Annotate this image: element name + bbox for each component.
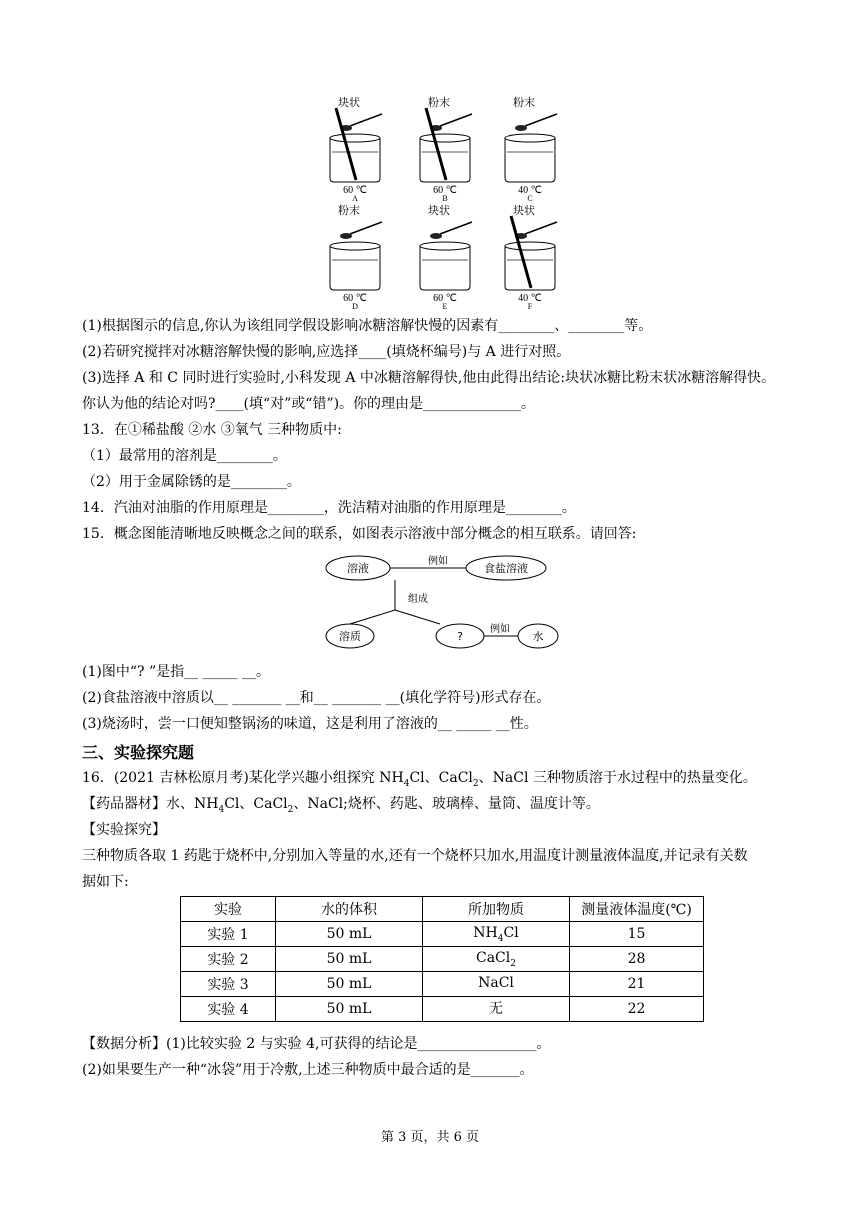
subscript: 4 xyxy=(497,933,504,944)
header-cell: 所加物质 xyxy=(423,897,570,922)
beaker-F xyxy=(505,203,557,310)
q16-analysis1: 【数据分析】(1)比较实验 2 与实验 4,可获得的结论是_________________。 xyxy=(82,1036,551,1052)
table-cell xyxy=(423,972,570,997)
beaker-id-label: A xyxy=(352,194,358,203)
water-label: 水 xyxy=(532,630,544,643)
state-label: 块状 xyxy=(338,96,360,109)
page-footer: 第 3 页，共 6 页 xyxy=(380,1130,480,1145)
temp-label: 60 ℃ xyxy=(433,185,457,196)
table-cell: 22 xyxy=(570,997,704,1022)
spoon-bowl xyxy=(515,125,527,131)
table-cell: 实验 4 xyxy=(181,997,276,1022)
table-header-row xyxy=(181,897,704,922)
q16-stem-text: 、NaCl 三种物质溶于水过程中的热量变化。 xyxy=(478,770,757,786)
q16-explore-text2: 据如下: xyxy=(82,874,129,890)
table-cell: 15 xyxy=(570,922,704,947)
table-cell xyxy=(423,922,570,947)
section-title: 三、实验探究题 xyxy=(82,743,195,762)
q16-materials xyxy=(82,794,600,820)
example-label-1: 例如 xyxy=(428,556,448,567)
beaker-figure xyxy=(300,96,570,310)
q14-stem: 14．汽油对油脂的作用原理是________，洗洁精对油脂的作用原理是________。 xyxy=(82,500,576,516)
q13-part1: （1）最常用的溶剂是________。 xyxy=(82,448,287,464)
q12-part2: (2)若研究搅拌对冰糖溶解快慢的影响,应选择____(填烧杯编号)与 A 进行对照。 xyxy=(82,344,571,360)
beaker-group xyxy=(330,96,557,310)
materials-text: 【药品器材】水、NH xyxy=(82,796,219,812)
beaker-id-label: F xyxy=(527,302,533,310)
q16-stem-text: Cl、CaCl xyxy=(409,770,473,786)
header-cell: 测量液体温度(℃) xyxy=(570,897,704,922)
table-cell: 50 mL xyxy=(276,947,423,972)
table-cell: 实验 1 xyxy=(181,922,276,947)
temp-label: 60 ℃ xyxy=(433,293,457,304)
formula-text: Cl xyxy=(503,924,519,941)
q12-part1: (1)根据图示的信息,你认为该组同学假设影响冰糖溶解快慢的因素有________、________等。 xyxy=(82,318,653,334)
solution-label: 溶液 xyxy=(347,562,369,575)
temp-label: 40 ℃ xyxy=(518,293,542,304)
state-label: 粉末 xyxy=(513,96,535,109)
q16-explore-text1: 三种物质各取 1 药匙于烧杯中,分别加入等量的水,还有一个烧杯只加水,用温度计测量液体温度,并记录有关数 xyxy=(82,848,748,864)
solute-label: 溶质 xyxy=(339,630,361,643)
temp-label: 60 ℃ xyxy=(343,293,367,304)
spoon-bowl xyxy=(430,233,442,239)
subscript: 2 xyxy=(472,778,479,789)
table-row xyxy=(181,997,704,1022)
state-label: 粉末 xyxy=(428,96,450,109)
beaker-rim xyxy=(330,242,380,250)
subscript: 4 xyxy=(218,804,225,815)
link-line xyxy=(395,610,440,624)
q12-part3a: (3)选择 A 和 C 同时进行实验时,小科发现 A 中冰糖溶解得快,他由此得出结论:块状冰糖比粉末状冰糖溶解得快。 xyxy=(82,370,776,386)
beaker-rim xyxy=(330,134,380,142)
temp-label: 40 ℃ xyxy=(518,185,542,196)
spoon-icon xyxy=(525,114,557,126)
glass-rod xyxy=(511,216,531,288)
data-table xyxy=(180,896,704,1022)
glass-rod xyxy=(336,108,356,180)
table-row xyxy=(181,972,704,997)
temp-label: 60 ℃ xyxy=(343,185,367,196)
beaker-E xyxy=(420,203,472,310)
formula-text: NaCl xyxy=(478,974,514,991)
beaker-id-label: B xyxy=(442,194,448,203)
table-cell: 实验 2 xyxy=(181,947,276,972)
unknown-label: ? xyxy=(457,630,463,643)
beaker-id-label: D xyxy=(352,302,358,310)
q15-part2: (2)食盐溶液中溶质以__ _______ __和__ _______ __(填化学符号)形式存在。 xyxy=(82,690,551,706)
table-row xyxy=(181,922,704,947)
beaker-body xyxy=(330,246,380,290)
table-cell: 21 xyxy=(570,972,704,997)
q16-analysis2: (2)如果要生产一种“冰袋”用于冷敷,上述三种物质中最合适的是_______。 xyxy=(82,1062,534,1078)
table-cell: 50 mL xyxy=(276,997,423,1022)
formula-text: CaCl xyxy=(476,949,511,966)
spoon-icon xyxy=(440,222,472,234)
beaker-body xyxy=(505,138,555,182)
beaker-D xyxy=(330,203,382,310)
subscript: 4 xyxy=(403,778,410,789)
link-line xyxy=(350,610,395,624)
beaker-B xyxy=(420,96,472,203)
spoon-icon xyxy=(440,114,472,126)
spoon-icon xyxy=(525,222,557,234)
glass-rod xyxy=(426,108,446,180)
beaker-rim xyxy=(420,242,470,250)
spoon-icon xyxy=(350,114,382,126)
table-cell: 50 mL xyxy=(276,972,423,997)
beaker-rim xyxy=(505,242,555,250)
table-cell xyxy=(423,997,570,1022)
formula-text: 无 xyxy=(489,1001,503,1018)
materials-text: 、NaCl;烧杯、药匙、玻璃棒、量筒、温度计等。 xyxy=(293,796,600,812)
beaker-A xyxy=(330,96,382,203)
example-label-2: 例如 xyxy=(490,624,510,635)
q16-stem xyxy=(82,768,757,794)
state-label: 粉末 xyxy=(338,204,360,217)
q15-part3: (3)烧汤时，尝一口便知整锅汤的味道，这是利用了溶液的__ _____ __性。 xyxy=(82,716,538,732)
state-label: 块状 xyxy=(513,204,535,217)
compose-label: 组成 xyxy=(408,594,428,605)
beaker-body xyxy=(420,246,470,290)
q16-explore-title: 【实验探究】 xyxy=(82,822,166,838)
formula-text: NH xyxy=(473,924,498,941)
materials-text: Cl、CaCl xyxy=(224,796,288,812)
header-cell: 水的体积 xyxy=(276,897,423,922)
beaker-C xyxy=(505,96,557,203)
beaker-id-label: C xyxy=(527,194,533,203)
q13-stem: 13．在①稀盐酸 ②水 ③氧气 三种物质中: xyxy=(82,422,342,438)
table-cell: 28 xyxy=(570,947,704,972)
state-label: 块状 xyxy=(428,204,450,217)
beaker-rim xyxy=(420,134,470,142)
table-cell xyxy=(423,947,570,972)
subscript: 2 xyxy=(510,958,516,969)
spoon-bowl xyxy=(340,233,352,239)
q12-part3b: 你认为他的结论对吗?____(填“对”或“错”)。你的理由是______________。 xyxy=(82,396,536,412)
q15-stem: 15．概念图能清晰地反映概念之间的联系，如图表示溶液中部分概念的相互联系。请回答: xyxy=(82,526,637,542)
beaker-rim xyxy=(505,134,555,142)
q16-stem-text: 16．(2021 吉林松原月考)某化学兴趣小组探究 NH xyxy=(82,770,404,786)
q15-part1: (1)图中“? ”是指__ _____ __。 xyxy=(82,664,271,680)
subscript: 2 xyxy=(287,804,294,815)
table-row xyxy=(181,947,704,972)
concept-diagram xyxy=(320,552,570,654)
beaker-id-label: E xyxy=(442,302,448,310)
table-cell: 实验 3 xyxy=(181,972,276,997)
table-cell: 50 mL xyxy=(276,922,423,947)
salt-solution-label: 食盐溶液 xyxy=(484,562,528,575)
spoon-icon xyxy=(350,222,382,234)
header-cell: 实验 xyxy=(181,897,276,922)
q13-part2: （2）用于金属除锈的是________。 xyxy=(82,474,301,490)
